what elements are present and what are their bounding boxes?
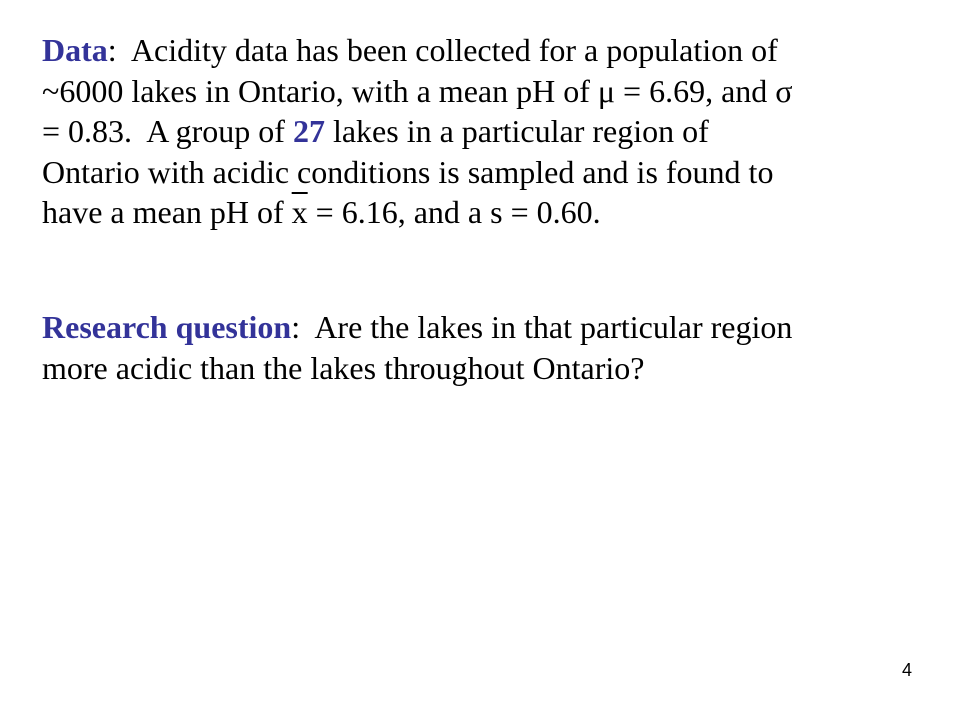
data-line-5 bbox=[42, 192, 922, 233]
data-line-3 bbox=[42, 111, 922, 152]
data-line-2: ~6000 lakes in Ontario, with a mean pH of μ = 6.69, and σ bbox=[42, 72, 793, 109]
data-paragraph bbox=[42, 30, 922, 233]
data-label: Data bbox=[42, 32, 108, 68]
x-bar-symbol: $\overline{x}$ bbox=[291, 194, 308, 230]
data-line-1-text: Acidity data has been collected for a population of bbox=[116, 32, 778, 68]
question-line-2: more acidic than the lakes throughout Ontario? bbox=[42, 349, 645, 386]
data-line-3-post: lakes in a particular region of bbox=[324, 113, 709, 149]
data-label-colon: : bbox=[107, 32, 117, 68]
sample-size-value: 27 bbox=[292, 113, 325, 149]
data-line-4: Ontario with acidic conditions is sampled and is found to bbox=[42, 153, 774, 190]
data-line-5-post: = 6.16, and a s = 0.60. bbox=[307, 194, 601, 230]
data-line-5-pre: have a mean pH of bbox=[42, 194, 292, 230]
research-question-paragraph bbox=[42, 307, 922, 388]
data-line-3-pre: = 0.83. A group of bbox=[42, 113, 293, 149]
data-line-1 bbox=[42, 30, 922, 71]
question-line-1-text: Are the lakes in that particular region bbox=[300, 309, 793, 345]
research-question-label: Research question bbox=[42, 309, 292, 345]
question-label-colon: : bbox=[291, 309, 301, 345]
page-number: 4 bbox=[901, 660, 912, 680]
question-line-1 bbox=[42, 307, 922, 348]
